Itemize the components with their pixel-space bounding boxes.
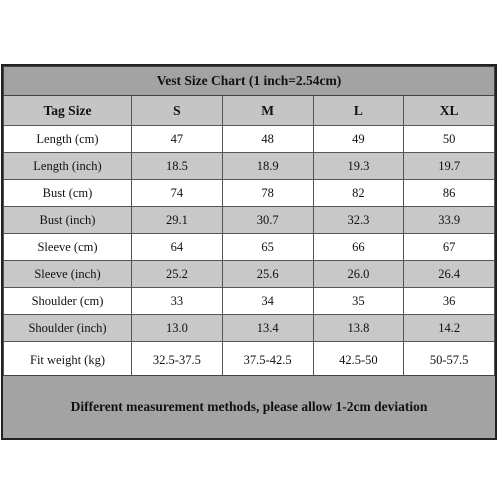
table-cell: 32.5-37.5	[132, 342, 223, 379]
table-cell: 66	[313, 234, 404, 261]
table-cell: 67	[404, 234, 495, 261]
column-header-tag-size: Tag Size	[4, 96, 132, 126]
row-label: Shoulder (inch)	[4, 315, 132, 342]
table-row	[4, 207, 495, 234]
row-label: Bust (cm)	[4, 180, 132, 207]
table-cell: 50-57.5	[404, 342, 495, 379]
table-cell: 37.5-42.5	[222, 342, 313, 379]
size-chart	[1, 64, 497, 440]
table-row	[4, 153, 495, 180]
table-row	[4, 180, 495, 207]
table-cell: 13.0	[132, 315, 223, 342]
table-cell: 47	[132, 126, 223, 153]
table-cell: 19.3	[313, 153, 404, 180]
row-label: Length (inch)	[4, 153, 132, 180]
table-cell: 82	[313, 180, 404, 207]
table-cell: 36	[404, 288, 495, 315]
size-table	[3, 66, 495, 379]
table-cell: 26.4	[404, 261, 495, 288]
row-label: Shoulder (cm)	[4, 288, 132, 315]
column-header-l: L	[313, 96, 404, 126]
column-header-xl: XL	[404, 96, 495, 126]
table-cell: 34	[222, 288, 313, 315]
table-row	[4, 288, 495, 315]
table-cell: 33	[132, 288, 223, 315]
table-cell: 26.0	[313, 261, 404, 288]
table-cell: 14.2	[404, 315, 495, 342]
table-cell: 86	[404, 180, 495, 207]
row-label: Sleeve (inch)	[4, 261, 132, 288]
table-cell: 29.1	[132, 207, 223, 234]
table-cell: 74	[132, 180, 223, 207]
table-cell: 13.4	[222, 315, 313, 342]
column-header-m: M	[222, 96, 313, 126]
table-cell: 32.3	[313, 207, 404, 234]
table-row	[4, 342, 495, 379]
table-row	[4, 315, 495, 342]
deviation-note: Different measurement methods, please allow 1-2cm deviation	[3, 375, 495, 438]
row-label: Fit weight (kg)	[4, 342, 132, 379]
table-cell: 35	[313, 288, 404, 315]
table-cell: 64	[132, 234, 223, 261]
table-cell: 25.2	[132, 261, 223, 288]
table-cell: 65	[222, 234, 313, 261]
table-row	[4, 126, 495, 153]
chart-title: Vest Size Chart (1 inch=2.54cm)	[4, 67, 495, 96]
table-cell: 30.7	[222, 207, 313, 234]
table-cell: 33.9	[404, 207, 495, 234]
column-header-s: S	[132, 96, 223, 126]
table-cell: 19.7	[404, 153, 495, 180]
table-row	[4, 234, 495, 261]
row-label: Sleeve (cm)	[4, 234, 132, 261]
table-cell: 18.9	[222, 153, 313, 180]
title-row	[4, 67, 495, 96]
table-cell: 49	[313, 126, 404, 153]
row-label: Length (cm)	[4, 126, 132, 153]
header-row	[4, 96, 495, 126]
table-cell: 13.8	[313, 315, 404, 342]
table-cell: 48	[222, 126, 313, 153]
table-cell: 78	[222, 180, 313, 207]
table-row	[4, 261, 495, 288]
table-cell: 50	[404, 126, 495, 153]
row-label: Bust (inch)	[4, 207, 132, 234]
table-cell: 18.5	[132, 153, 223, 180]
table-cell: 42.5-50	[313, 342, 404, 379]
table-cell: 25.6	[222, 261, 313, 288]
